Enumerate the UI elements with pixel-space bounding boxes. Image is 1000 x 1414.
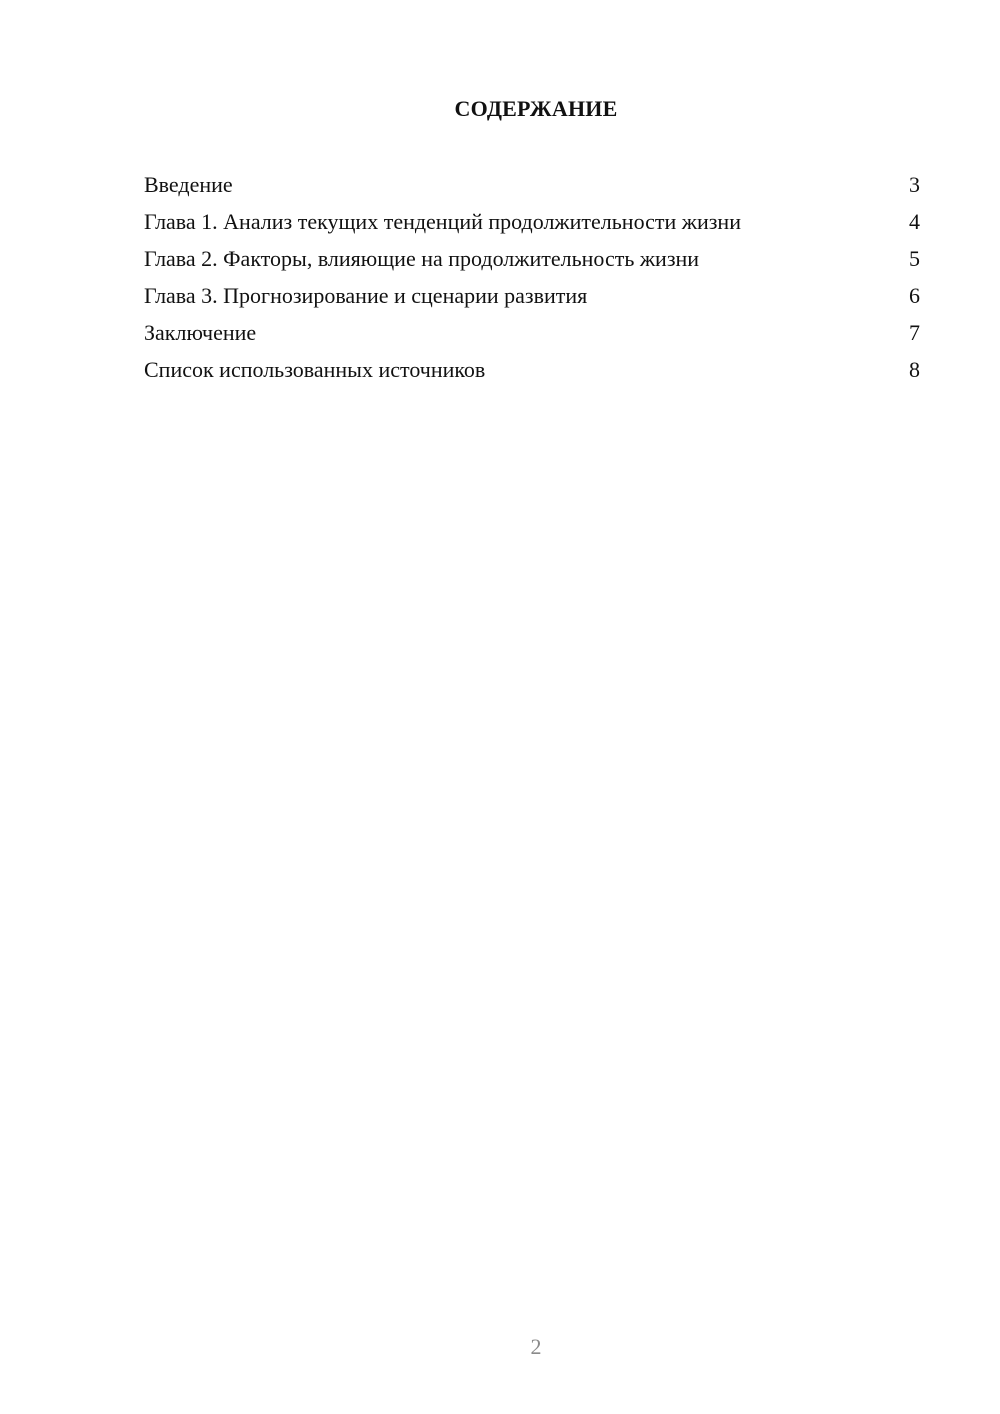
toc-item-page: 3 [909,172,920,197]
toc-item-page: 6 [909,283,920,308]
toc-item-references [144,351,920,388]
toc-item-page: 4 [909,209,920,234]
toc-item-label: Глава 2. Факторы, влияющие на продолжительность жизни [144,246,700,271]
toc-item-page: 5 [909,246,920,271]
toc-item-label: Глава 3. Прогнозирование и сценарии развития [144,283,588,308]
page-number: 2 [530,1334,542,1359]
toc-item-label: Глава 1. Анализ текущих тенденций продолжительности жизни [144,209,741,234]
toc-item-page: 8 [909,357,920,382]
toc-item-introduction [144,166,920,203]
toc-item-conclusion [144,314,920,351]
toc-item-chapter-3 [144,277,920,314]
toc-item-chapter-1 [144,203,920,240]
toc-item-label: Список использованных источников [144,357,486,382]
toc-title: СОДЕРЖАНИЕ [454,96,618,121]
table-of-contents [144,166,920,388]
toc-item-label: Введение [144,172,233,197]
toc-item-label: Заключение [144,320,257,345]
toc-item-chapter-2 [144,240,920,277]
toc-item-page: 7 [909,320,920,345]
